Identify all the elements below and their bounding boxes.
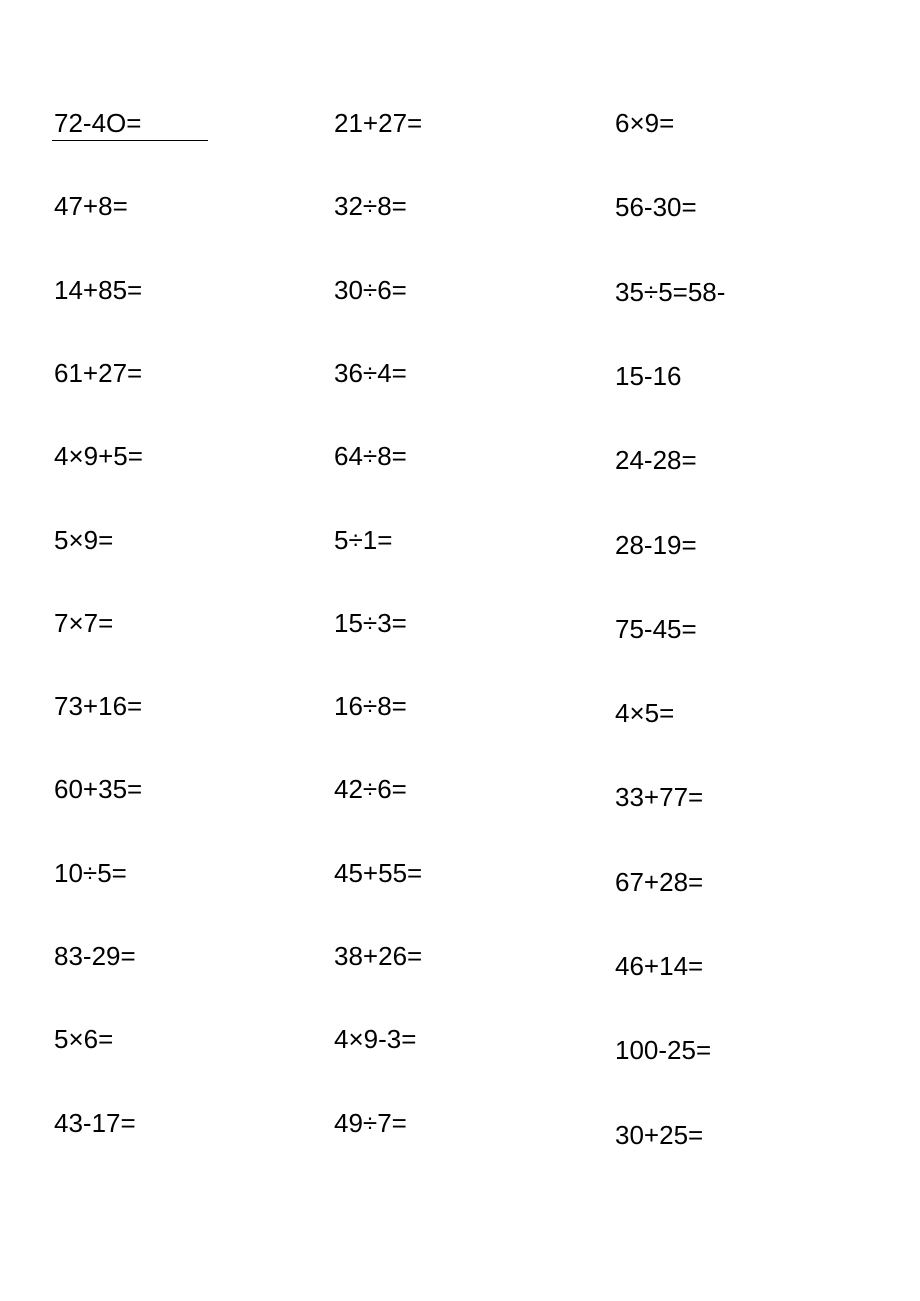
math-problem: 45+55=	[334, 857, 423, 888]
math-problem: 43-17=	[54, 1107, 136, 1138]
math-problem: 15-16	[615, 360, 682, 391]
math-problem: 4×5=	[615, 698, 675, 729]
math-problem: 35÷5=58-	[615, 276, 726, 307]
math-problem: 28-19=	[615, 529, 697, 560]
math-problem: 4×9-3=	[334, 1024, 417, 1055]
math-problem: 72-4O=	[54, 108, 142, 138]
math-problem: 15÷3=	[334, 607, 407, 638]
math-problem: 67+28=	[615, 866, 704, 897]
math-problem: 60+35=	[54, 774, 143, 805]
math-problem: 5×9=	[54, 524, 114, 555]
math-problem: 49÷7=	[334, 1107, 407, 1138]
math-problem: 36÷4=	[334, 357, 407, 388]
math-problem: 30÷6=	[334, 274, 407, 305]
math-problem: 64÷8=	[334, 441, 407, 472]
math-problem: 24-28=	[615, 445, 697, 476]
math-problem: 42÷6=	[334, 774, 407, 805]
math-problem: 30+25=	[615, 1119, 704, 1150]
math-problem: 61+27=	[54, 357, 143, 388]
math-problem: 38+26=	[334, 941, 423, 971]
math-problem: 32÷8=	[334, 191, 407, 222]
math-problem: 75-45=	[615, 613, 697, 644]
math-problem: 10÷5=	[54, 857, 127, 888]
math-problem: 14+85=	[54, 274, 143, 305]
math-problem: 6×9=	[615, 108, 675, 138]
math-problem: 33+77=	[615, 782, 704, 813]
header-rule	[52, 140, 208, 141]
math-problem: 5÷1=	[334, 524, 393, 555]
math-problem: 16÷8=	[334, 691, 407, 722]
math-problem: 47+8=	[54, 191, 128, 222]
math-problem: 100-25=	[615, 1035, 712, 1066]
math-problem: 7×7=	[54, 607, 114, 638]
math-problem: 56-30=	[615, 192, 697, 223]
math-problem: 83-29=	[54, 941, 136, 971]
math-problem: 5×6=	[54, 1024, 114, 1055]
math-problem: 46+14=	[615, 951, 704, 981]
math-problem: 21+27=	[334, 108, 423, 138]
math-problem: 73+16=	[54, 691, 143, 722]
math-problem: 4×9+5=	[54, 441, 143, 472]
